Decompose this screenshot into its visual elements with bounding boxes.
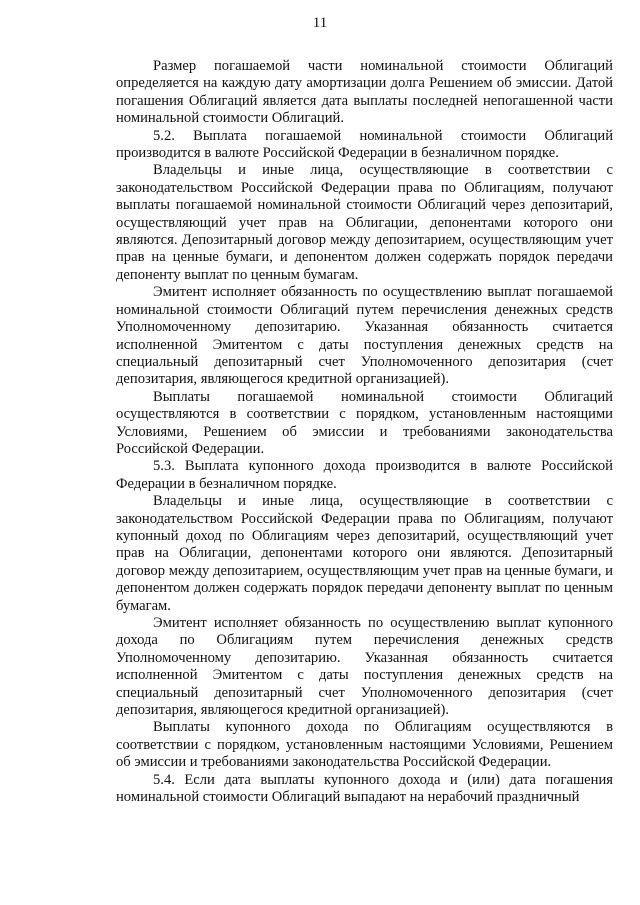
paragraph-issuer-coupon-obligation: Эмитент исполняет обязанность по осуществлению выплат купонного дохода по Облигациям путем перечисления денежных средств Уполномоченному депозитарию. Указанная обязанность считается исполненной Эмитентом с даты поступления денежных средств на специальный депозитарный счет Уполномоченного депозитария (счет депозитария, являющегося кредитной организацией). bbox=[116, 615, 613, 719]
paragraph-5-2-payment-currency: 5.2. Выплата погашаемой номинальной стоимости Облигаций производится в валюте Российской Федерации в безналичном порядке. bbox=[116, 127, 613, 162]
paragraph-amortization-size: Размер погашаемой части номинальной стоимости Облигаций определяется на каждую дату амортизации долга Решением об эмиссии. Датой погашения Облигаций является дата выплаты последней непогашенной части номинальной стоимости Облигаций. bbox=[116, 58, 613, 127]
paragraph-holders-receive-coupon: Владельцы и иные лица, осуществляющие в соответствии с законодательством Российской Федерации права по Облигациям, получают купонный доход по Облигациям через депозитарий, осуществляющий учет прав на Облигации, депонентами которого они являются. Депозитарный договор между депозитарием, осуществляющим учет прав на ценные бумаги, и депонентом должен содержать порядок передачи депоненту выплат по ценным бумагам. bbox=[116, 493, 613, 614]
paragraph-5-3-coupon-currency: 5.3. Выплата купонного дохода производится в валюте Российской Федерации в безналичном порядке. bbox=[116, 458, 613, 492]
page-number: 11 bbox=[312, 15, 328, 31]
paragraph-coupon-order: Выплаты купонного дохода по Облигациям осуществляются в соответствии с порядком, установленным настоящими Условиями, Решением об эмиссии и требованиями законодательства Российской Федерации. bbox=[116, 719, 613, 771]
paragraph-holders-receive-redemption: Владельцы и иные лица, осуществляющие в соответствии с законодательством Российской Федерации права по Облигациям, получают выплаты погашаемой номинальной стоимости Облигаций через депозитарий, осуществляющий учет прав на Облигации, депонентами которого они являются. Депозитарный договор между депозитарием, осуществляющим учет прав на ценные бумаги, и депонентом должен содержать порядок передачи депоненту выплат по ценным бумагам. bbox=[116, 162, 613, 283]
document-body bbox=[116, 58, 613, 806]
paragraph-redemption-order: Выплаты погашаемой номинальной стоимости Облигаций осуществляются в соответствии с порядком, установленным настоящими Условиями, Решением об эмиссии и требованиями законодательства Российской Федерации. bbox=[116, 388, 613, 457]
paragraph-issuer-redemption-obligation: Эмитент исполняет обязанность по осуществлению выплат погашаемой номинальной стоимости Облигаций путем перечисления денежных средств Уполномоченному депозитарию. Указанная обязанность считается исполненной Эмитентом с даты поступления денежных средств на специальный депозитарный счет Уполномоченного депозитария (счет депозитария, являющегося кредитной организацией). bbox=[116, 284, 613, 388]
paragraph-5-4-holiday-rule: 5.4. Если дата выплаты купонного дохода и (или) дата погашения номинальной стоимости Облигаций выпадают на нерабочий праздничный bbox=[116, 771, 613, 806]
